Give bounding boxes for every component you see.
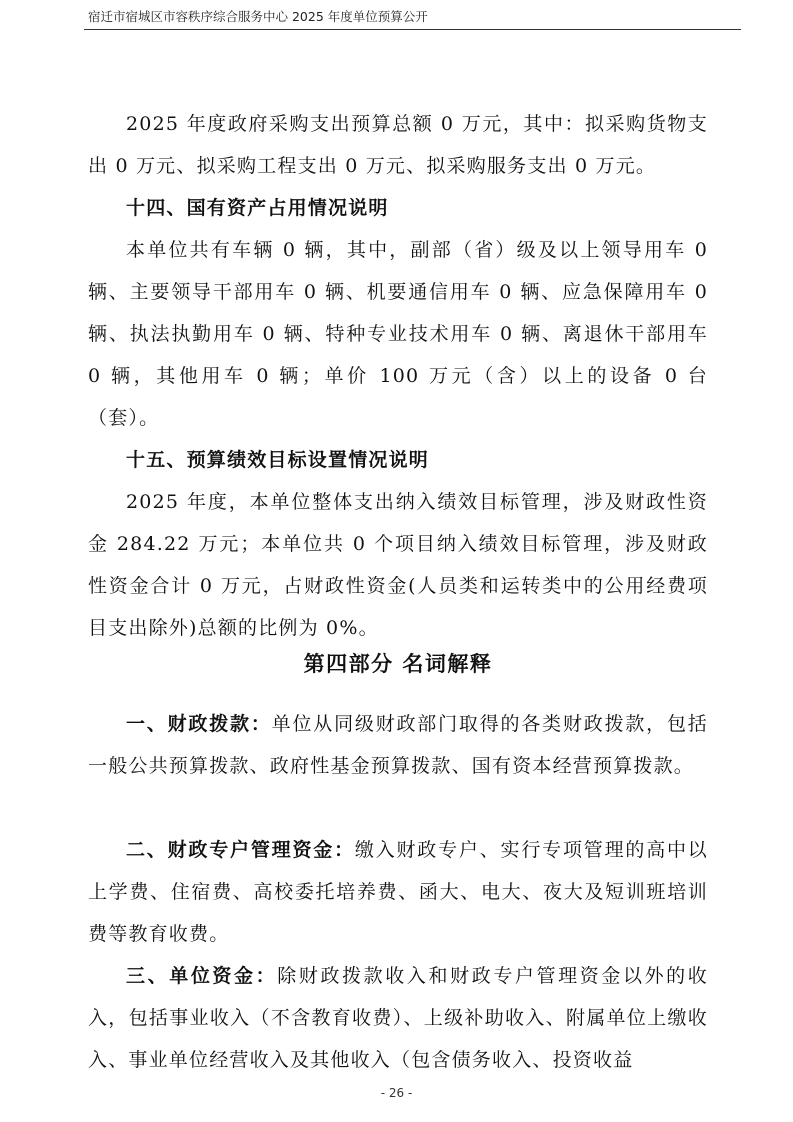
section15-paragraph: 2025 年度，本单位整体支出纳入绩效目标管理，涉及财政性资金 284.22 万元；本单位共 0 个项目纳入绩效目标管理，涉及财政性资金合计 0 万元，占财政性资金(人员类和运转类中的公用经费项目支出除外)总额的比例为 0%。 — [88, 491, 708, 639]
term3-text: 除财政拨款收入和财政专户管理资金以外的收入，包括事业收入（不含教育收费）、上级补助收入、附属单位上缴收入、事业单位经营收入及其他收入（包含债务收入、投资收益 — [88, 965, 708, 1071]
section14-paragraph: 本单位共有车辆 0 辆，其中，副部（省）级及以上领导用车 0 辆、主要领导干部用车 0 辆、机要通信用车 0 辆、应急保障用车 0 辆、执法执勤用车 0 辆、特种专业技术用车 0 辆、离退休干部用车 0 辆，其他用车 0 辆；单价 100 万元（含）以上的设备 0 台（套）。 — [88, 239, 708, 429]
term1-lead: 一、财政拨款： — [126, 713, 272, 735]
term1-paragraph — [88, 703, 708, 787]
term2-text: 缴入财政专户、实行专项管理的高中以上学费、住宿费、高校委托培养费、函大、电大、夜大及短训班培训费等教育收费。 — [88, 839, 709, 945]
term3-block — [88, 955, 708, 1081]
part4-title: 第四部分 名词解释 — [303, 652, 493, 676]
term3-lead: 三、单位资金： — [126, 965, 278, 987]
section14-block — [88, 229, 708, 439]
term2-paragraph — [88, 829, 708, 955]
procurement-block — [88, 103, 708, 187]
term1-block — [88, 703, 708, 787]
term1-text: 单位从同级财政部门取得的各类财政拨款，包括一般公共预算拨款、政府性基金预算拨款、国有资本经营预算拨款。 — [88, 713, 708, 777]
section14-heading: 十四、国有资产占用情况说明 — [126, 197, 389, 219]
section15-block — [88, 481, 708, 649]
section15-heading-block — [88, 439, 708, 481]
term2-lead: 二、财政专户管理资金： — [126, 839, 355, 861]
page-header: 宿迁市宿城区市容秩序综合服务中心 2025 年度单位预算公开 — [88, 9, 428, 24]
page-number: - 26 - — [380, 1086, 413, 1100]
header-divider — [84, 29, 741, 30]
term3-paragraph — [88, 955, 708, 1081]
procurement-paragraph: 2025 年度政府采购支出预算总额 0 万元，其中：拟采购货物支出 0 万元、拟采购工程支出 0 万元、拟采购服务支出 0 万元。 — [88, 113, 708, 177]
term2-block — [88, 829, 708, 955]
section15-heading: 十五、预算绩效目标设置情况说明 — [126, 449, 430, 471]
part4-title-block — [88, 643, 708, 685]
section14-heading-block — [88, 187, 708, 229]
